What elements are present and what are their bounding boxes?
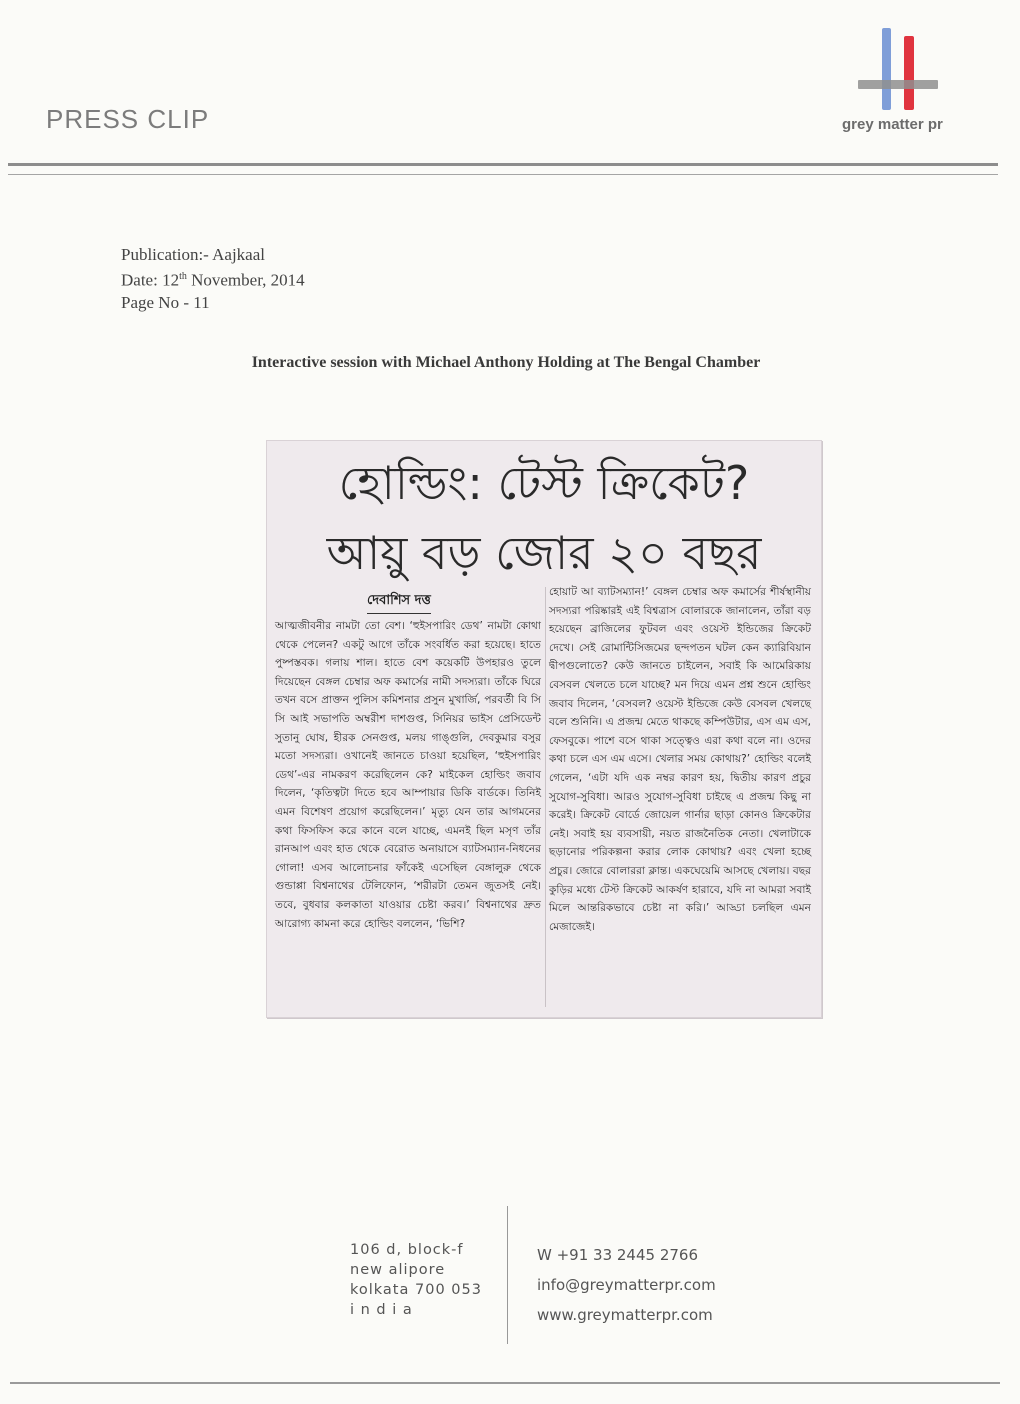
grey-matter-logo: [840, 26, 960, 138]
headline-line-2: আয়ু বড় জোর ২০ বছর: [326, 526, 762, 580]
headline-line-1: হোল্ডিং: টেস্ট ক্রিকেট?: [338, 456, 750, 510]
header-divider: [8, 163, 998, 166]
footer-address: [350, 1240, 482, 1320]
website-link[interactable]: www.greymatterpr.com: [537, 1306, 713, 1324]
address-line-4: i n d i a: [350, 1302, 413, 1318]
newspaper-clipping: [266, 440, 822, 1018]
footer-contact: [537, 1240, 716, 1330]
footer-divider: [507, 1206, 508, 1344]
address-line-3: kolkata 700 053: [350, 1282, 482, 1298]
date-line: [121, 266, 305, 292]
byline: দেবাশিস দত্ত: [367, 591, 431, 614]
clip-caption: Interactive session with Michael Anthony Holding at The Bengal Chamber: [251, 354, 761, 371]
column-divider: [545, 587, 546, 1007]
address-line-2: new alipore: [350, 1262, 446, 1278]
address-line-1: 106 d, block-f: [350, 1242, 464, 1258]
email-link[interactable]: info@greymatterpr.com: [537, 1276, 716, 1294]
article-column-left: আত্মজীবনীর নামটা তো বেশ। ‘হুইসপারিং ডেথ’ নামটা কোথা থেকে পেলেন? একটু আগে তাঁকে সংবর্ধিত করা হয়েছে। হাতে পুষ্পস্তবক। গলায় শাল। হাতে বেশ কয়েকটি উপহারও তুলে দিয়েছেন বেঙ্গল চেম্বার অফ কমার্সের নামী সদস্যরা। তাঁকে ঘিরে তখন বসে প্রাক্তন পুলিস কমিশনার প্রসুন মুখার্জি, পরবর্তী বি সি সি আই সভাপতি অম্বরীশ দাশগুপ্ত, সিনিয়র ভাইস প্রেসিডেন্ট সুতানু ঘোষ, হীরক সেনগুপ্ত, মলয় গাঙ্গুলি, দেবকুমার বসুর মতো সদস্যরা। ওখানেই জানতে চাওয়া হয়েছিল, ‘হুইসপারিং ডেথ’-এর নামকরণ করেছিলেন কে? মাইকেল হোল্ডিং জবাব দিলেন, ‘কৃতিত্বটা দিতে হবে আম্পায়ার ডিকি বার্ডকে। তিনিই এমন বিশেষণ প্রয়োগ করেছিলেন।’ মৃত্যু যেন তার আগমনের কথা ফিসফিস করে কানে বলে যাচ্ছে, এমনই ছিল মসৃণ তাঁর রানআপ এবং হাত থেকে বেরোত অনায়াসে ব্যাটসম্যান-নিধনের গোলা! এসব আলোচনার ফাঁকেই এসেছিল বেঙ্গালুরু থেকে গুন্ডাপ্পা বিশ্বনাথের টেলিফোন, ‘শরীরটা তেমন জুতসই নেই। তবে, বুধবার কলকাতা যাওয়ার চেষ্টা করব।’ বিশ্বনাথের দ্রুত আরোগ্য কামনা করে হোল্ডিং বললেন, ‘ভিশি?: [275, 620, 541, 930]
date-prefix: Date: 12: [121, 270, 180, 290]
publication-info: [121, 244, 305, 314]
brand-name: grey matter pr: [842, 116, 943, 133]
header-divider-thin: [8, 174, 998, 175]
date-suffix: November, 2014: [186, 270, 305, 290]
publication-line: Publication:- Aajkaal: [121, 245, 265, 264]
footer-rule: [10, 1382, 1000, 1384]
press-clip-label: PRESS CLIP: [46, 104, 210, 134]
grey-matter-logo-mark-icon: [858, 26, 938, 116]
phone-number: W +91 33 2445 2766: [537, 1246, 698, 1264]
date-ordinal: th: [179, 271, 187, 282]
article-column-right: হোয়াট আ ব্যাটসম্যান!’ বেঙ্গল চেম্বার অফ কমার্সের শীর্ষস্থানীয় সদস্যরা পরিষ্কারই এই বিশ্বত্রাস বোলারকে জানালেন, তাঁরা বড় হয়েছেন ব্রাজিলের ফুটবল এবং ওয়েস্ট ইন্ডিজের ক্রিকেট দেখে। সেই রোমান্টিসিজমের ছন্দপতন ঘটল কেন ক্যারিবিয়ান দ্বীপগুলোতে? কেউ জানতে চাইলেন, সবাই কি আমেরিকায় বেসবল খেলতে চলে যাচ্ছে? মন দিয়ে এমন প্রশ্ন শুনে হোল্ডিং জবাব দিলেন, ‘বেসবল? ওয়েস্ট ইন্ডিজে কেউ বেসবল খেলছে বলে শুনিনি। এ প্রজন্ম মেতে থাকছে কম্পিউটার, এস এম এস, ফেসবুকে। পাশে বসে থাকা সত্ত্বেও এরা কথা বলে না। ওদের কথা চলে এস এম এসে। খেলার সময় কোথায়?’ হোল্ডিং বলেই গেলেন, ‘এটা যদি এক নম্বর কারণ হয়, দ্বিতীয় কারণ প্রচুর সুযোগ-সুবিধা। আরও সুযোগ-সুবিধা চাইছে এ প্রজন্ম কিছু না করেই। ক্রিকেট বোর্ডে জোয়েল গার্নার ছাড়া কোনও ক্রিকেটার নেই। সবাই হয় ব্যবসায়ী, নয়ত রাজনৈতিক নেতা। খেলাটাকে ছড়ানোর পরিকল্পনা করার লোক কোথায়? এবং খেলা হচ্ছে প্রচুর। জোরে বোলাররা ক্লান্ত। একঘেয়েমি আসছে খেলায়। বছর কুড়ির মধ্যে টেস্ট ক্রিকেট আকর্ষণ হারাবে, যদি না আমরা সবাই মিলে আন্তরিকভাবে চেষ্টা না করি।’ আড্ডা চলছিল এমন মেজাজেই।: [549, 586, 811, 933]
page-line: Page No - 11: [121, 292, 210, 312]
